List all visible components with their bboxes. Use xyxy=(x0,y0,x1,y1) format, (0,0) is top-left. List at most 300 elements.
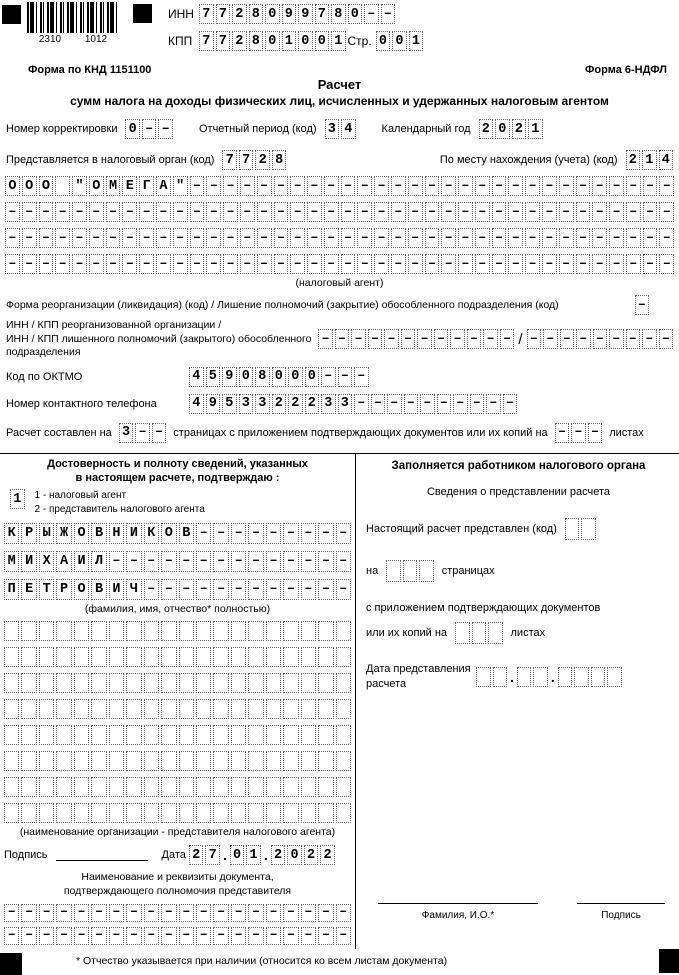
form-cell xyxy=(318,777,333,797)
copies-cells xyxy=(555,423,603,443)
form-cell xyxy=(266,699,281,719)
form-cell: – xyxy=(659,202,674,222)
form-cell xyxy=(213,777,228,797)
agent-name-row-1 xyxy=(0,176,679,196)
form-cell xyxy=(4,803,19,823)
form-cell xyxy=(74,621,89,641)
form-cell xyxy=(336,621,351,641)
form-cell: – xyxy=(450,329,465,349)
form-cell: – xyxy=(231,904,246,922)
form-cell: 3 xyxy=(325,119,340,139)
form-cell xyxy=(336,699,351,719)
phone-row xyxy=(0,394,679,414)
form-cell: О xyxy=(74,579,89,600)
form-cell: 2 xyxy=(232,4,247,24)
form-subtitle: сумм налога на доходы физических лиц, исчисленных и удержанных налоговым агентом xyxy=(70,94,609,108)
form-cell: М xyxy=(4,551,19,572)
pages-cells xyxy=(119,423,167,443)
location-code-cells xyxy=(626,150,674,170)
org-name-row xyxy=(4,725,351,745)
form-cell xyxy=(179,699,194,719)
form-cell: – xyxy=(301,579,316,600)
form-cell: – xyxy=(492,202,507,222)
form-cell: – xyxy=(324,176,339,196)
form-cell xyxy=(283,803,298,823)
form-cell: 0 xyxy=(315,31,330,51)
form-cell: – xyxy=(161,927,176,945)
form-cell xyxy=(91,725,106,745)
form-cell: 0 xyxy=(265,4,280,24)
form-cell xyxy=(126,725,141,745)
form-cell: – xyxy=(475,228,490,248)
signature-date-row xyxy=(4,845,351,865)
form-cell: – xyxy=(417,329,432,349)
sheets-count-label: листах xyxy=(510,626,546,639)
form-cell xyxy=(179,803,194,823)
form-cell: – xyxy=(354,367,369,387)
form-cell: 5 xyxy=(222,394,237,414)
form-cell xyxy=(336,673,351,693)
form-cell xyxy=(301,673,316,693)
form-cell: – xyxy=(318,579,333,600)
registration-mark-barcode-right xyxy=(133,4,152,23)
form-cell: – xyxy=(307,254,322,274)
form-cell: – xyxy=(39,254,54,274)
registration-mark-bottom-right xyxy=(659,949,679,973)
submission-date-month-cells xyxy=(517,667,548,687)
copies-label: или их копий на xyxy=(366,626,448,639)
form-cell xyxy=(301,647,316,667)
reorg-code-cell xyxy=(635,295,650,315)
form-cell: – xyxy=(126,904,141,922)
form-cell: – xyxy=(240,254,255,274)
form-cell xyxy=(179,751,194,771)
kpp-row xyxy=(168,31,423,51)
form-cell xyxy=(109,647,124,667)
inn-cells xyxy=(199,4,395,24)
form-cell xyxy=(318,751,333,771)
form-cell xyxy=(318,647,333,667)
form-cell xyxy=(126,673,141,693)
form-cell xyxy=(4,647,19,667)
form-cell: – xyxy=(336,904,351,922)
form-cell xyxy=(144,673,159,693)
form-cell: – xyxy=(374,202,389,222)
form-cell: – xyxy=(560,329,575,349)
form-cell: – xyxy=(91,927,106,945)
period-label: Отчетный период (код) xyxy=(198,123,317,135)
form-cell: Ч xyxy=(126,579,141,600)
date-day-cells xyxy=(189,845,220,865)
form-cell xyxy=(266,621,281,641)
form-cell: – xyxy=(437,394,452,414)
form-cell xyxy=(179,621,194,641)
form-cell: – xyxy=(576,202,591,222)
pages-row xyxy=(0,423,679,443)
form-cell: – xyxy=(341,202,356,222)
form-cell xyxy=(91,777,106,797)
form-cell: – xyxy=(391,228,406,248)
form-cell xyxy=(161,621,176,641)
submission-date-label: Дата представления расчета xyxy=(366,662,471,690)
form-cell: – xyxy=(179,551,194,572)
submission-date-day-cells xyxy=(476,667,507,687)
form-cell xyxy=(196,673,211,693)
form-cell: – xyxy=(354,394,369,414)
form-cell: – xyxy=(543,329,558,349)
form-cell: – xyxy=(72,228,87,248)
form-cell: – xyxy=(357,228,372,248)
form-cell: – xyxy=(609,329,624,349)
knd-code-label: Форма по КНД 1151100 xyxy=(28,64,152,76)
form-cell: – xyxy=(173,202,188,222)
form-cell: Р xyxy=(56,579,71,600)
form-cell xyxy=(558,667,573,687)
form-cell xyxy=(56,725,71,745)
form-cell: – xyxy=(404,394,419,414)
form-cell: 1 xyxy=(282,31,297,51)
form-cell: – xyxy=(559,176,574,196)
form-cell: В xyxy=(91,579,106,600)
form-cell: – xyxy=(659,329,674,349)
form-cell: – xyxy=(257,176,272,196)
form-cell: – xyxy=(341,254,356,274)
oktmo-label: Код по ОКТМО xyxy=(6,370,83,383)
year-label: Календарный год xyxy=(381,123,471,135)
form-cell: – xyxy=(592,228,607,248)
reorg-inn-cells xyxy=(318,329,514,349)
form-cell: – xyxy=(156,202,171,222)
form-cell: 2 xyxy=(479,119,494,139)
form-cell xyxy=(91,647,106,667)
form-cell: – xyxy=(659,254,674,274)
attach-label-row xyxy=(366,602,671,614)
form-cell xyxy=(91,621,106,641)
officer-name-line xyxy=(378,903,538,904)
form-cell: – xyxy=(206,228,221,248)
form-cell xyxy=(126,647,141,667)
form-cell: – xyxy=(441,202,456,222)
submission-date-year-cells xyxy=(558,667,622,687)
form-cell: – xyxy=(626,202,641,222)
form-cell: – xyxy=(525,228,540,248)
form-title-row xyxy=(0,58,679,76)
form-cell xyxy=(213,725,228,745)
left-panel-confirmation xyxy=(0,454,356,949)
form-cell xyxy=(109,751,124,771)
form-cell: – xyxy=(223,228,238,248)
form-cell: – xyxy=(144,579,159,600)
form-cell xyxy=(301,725,316,745)
form-cell: 7 xyxy=(239,150,254,170)
form-cell xyxy=(266,803,281,823)
form-cell: – xyxy=(542,228,557,248)
form-cell: – xyxy=(475,254,490,274)
form-cell: – xyxy=(190,176,205,196)
form-cell: – xyxy=(21,927,36,945)
form-cell: – xyxy=(72,202,87,222)
form-cell: – xyxy=(56,904,71,922)
form-cell: – xyxy=(122,202,137,222)
meta-row-2 xyxy=(0,150,679,170)
form-cell: 0 xyxy=(265,31,280,51)
form-cell: – xyxy=(381,4,396,24)
form-cell xyxy=(574,667,589,687)
form-cell: И xyxy=(74,551,89,572)
form-cell: – xyxy=(266,523,281,544)
form-cell: 8 xyxy=(331,4,346,24)
form-cell: 8 xyxy=(255,367,270,387)
form-cell: 7 xyxy=(199,4,214,24)
form-cell xyxy=(21,751,36,771)
form-cell: – xyxy=(559,202,574,222)
form-cell: – xyxy=(223,176,238,196)
form-cell xyxy=(126,777,141,797)
form-cell: – xyxy=(196,523,211,544)
form-cell: 1 xyxy=(246,845,261,865)
form-cell: – xyxy=(257,254,272,274)
form-cell: 4 xyxy=(659,150,674,170)
form-cell xyxy=(301,621,316,641)
form-cell: – xyxy=(283,579,298,600)
officer-name-column xyxy=(378,903,538,921)
form-cell: О xyxy=(161,523,176,544)
form-cell xyxy=(231,725,246,745)
form-cell xyxy=(196,751,211,771)
form-cell: – xyxy=(74,927,89,945)
form-cell xyxy=(161,803,176,823)
form-cell xyxy=(213,803,228,823)
form-cell xyxy=(283,673,298,693)
form-cell: 0 xyxy=(288,367,303,387)
org-name-row xyxy=(4,621,351,641)
form-cell xyxy=(39,621,54,641)
form-cell: 0 xyxy=(298,31,313,51)
form-cell: – xyxy=(492,228,507,248)
form-cell xyxy=(56,803,71,823)
form-cell: – xyxy=(368,329,383,349)
form-cell: – xyxy=(659,176,674,196)
form-cell: – xyxy=(106,228,121,248)
page-number-cells xyxy=(376,31,424,51)
form-cell xyxy=(196,777,211,797)
form-cell: 7 xyxy=(216,4,231,24)
form-cell: 2 xyxy=(271,845,286,865)
form-cell: – xyxy=(336,579,351,600)
form-cell: – xyxy=(318,927,333,945)
form-cell: – xyxy=(643,202,658,222)
form-cell: – xyxy=(458,228,473,248)
form-cell xyxy=(56,673,71,693)
pages-label: Расчет составлен на xyxy=(6,426,112,439)
form-cell: 3 xyxy=(321,394,336,414)
form-cell xyxy=(56,777,71,797)
form-cell: О xyxy=(74,523,89,544)
form-cell: – xyxy=(142,119,157,139)
form-cell: – xyxy=(592,202,607,222)
form-cell xyxy=(248,673,263,693)
form-cell: – xyxy=(626,329,641,349)
reorg-label: Форма реорганизации (ликвидация) (код) / Лишение полномочий (закрытие) обособленного подразделения (код) xyxy=(6,299,559,311)
form-cell xyxy=(301,803,316,823)
officer-signature-block xyxy=(366,903,671,921)
form-cell: – xyxy=(571,423,586,443)
form-cell: – xyxy=(91,904,106,922)
form-cell: О xyxy=(5,176,20,196)
form-cell: – xyxy=(223,254,238,274)
form-cell: – xyxy=(307,228,322,248)
form-cell xyxy=(231,803,246,823)
form-cell: – xyxy=(126,551,141,572)
officer-signature-column xyxy=(577,903,665,921)
form-cell: – xyxy=(161,579,176,600)
form-cell xyxy=(144,699,159,719)
form-cell: – xyxy=(387,394,402,414)
form-cell xyxy=(74,725,89,745)
form-cell: – xyxy=(231,551,246,572)
form-cell: – xyxy=(508,254,523,274)
form-cell xyxy=(231,777,246,797)
form-cell: 2 xyxy=(255,150,270,170)
barcode-text xyxy=(27,34,119,45)
form-cell: – xyxy=(223,202,238,222)
form-cell: 2 xyxy=(304,845,319,865)
form-cell xyxy=(179,673,194,693)
form-cell: И xyxy=(21,551,36,572)
form-cell: – xyxy=(161,551,176,572)
form-cell: – xyxy=(508,202,523,222)
form-cell: – xyxy=(135,423,150,443)
form-cell: – xyxy=(483,329,498,349)
form-cell: – xyxy=(592,254,607,274)
registration-mark-top-left xyxy=(2,5,21,24)
form-cell: – xyxy=(626,254,641,274)
form-cell: 2 xyxy=(512,119,527,139)
form-cell xyxy=(455,622,470,644)
form-cell: – xyxy=(231,523,246,544)
form-cell xyxy=(196,725,211,745)
form-cell xyxy=(74,673,89,693)
form-cell: – xyxy=(231,927,246,945)
form-cell: – xyxy=(257,202,272,222)
officer-signature-line xyxy=(577,903,665,904)
org-caption: (наименование организации - представителя налогового агента) xyxy=(19,826,336,839)
form-cell xyxy=(607,667,622,687)
form-cell xyxy=(472,622,487,644)
form-cell xyxy=(56,699,71,719)
form-cell xyxy=(196,699,211,719)
form-code-label: Форма 6-НДФЛ xyxy=(585,64,667,76)
form-cell: " xyxy=(173,176,188,196)
form-cell xyxy=(213,673,228,693)
form-cell: – xyxy=(542,176,557,196)
form-cell xyxy=(21,673,36,693)
form-cell: – xyxy=(213,579,228,600)
form-cell: – xyxy=(384,329,399,349)
submitted-code-cells xyxy=(565,518,596,540)
form-cell: " xyxy=(72,176,87,196)
form-cell: – xyxy=(371,394,386,414)
form-cell: – xyxy=(341,176,356,196)
form-cell xyxy=(336,647,351,667)
form-cell: – xyxy=(642,329,657,349)
form-cell: – xyxy=(307,176,322,196)
form-cell: – xyxy=(4,927,19,945)
form-cell: 3 xyxy=(239,394,254,414)
form-cell: – xyxy=(5,202,20,222)
form-cell: – xyxy=(196,579,211,600)
form-cell: – xyxy=(257,228,272,248)
form-cell: И xyxy=(126,523,141,544)
reorg-innkpp-row xyxy=(0,319,679,360)
form-cell xyxy=(91,673,106,693)
form-cell: – xyxy=(158,119,173,139)
form-cell xyxy=(266,777,281,797)
form-cell: – xyxy=(152,423,167,443)
form-cell xyxy=(266,673,281,693)
form-cell xyxy=(476,667,491,687)
form-cell: – xyxy=(609,176,624,196)
form-cell: – xyxy=(525,254,540,274)
form-cell xyxy=(144,777,159,797)
form-cell: – xyxy=(626,176,641,196)
officer-name-caption: Фамилия, И.О.* xyxy=(421,909,495,921)
pages-middle-label: страницах с приложением подтверждающих документов или их копий на xyxy=(173,426,548,439)
form-cell xyxy=(109,803,124,823)
form-cell xyxy=(581,518,596,540)
form-cell: – xyxy=(441,254,456,274)
doc-title: Наименование и реквизиты документа, подтверждающего полномочия представителя xyxy=(63,871,292,898)
form-cell: – xyxy=(609,228,624,248)
form-cell xyxy=(4,699,19,719)
form-cell: – xyxy=(408,228,423,248)
form-cell xyxy=(266,751,281,771)
form-cell: – xyxy=(357,176,372,196)
phone-label: Номер контактного телефона xyxy=(6,397,157,410)
submission-date-row xyxy=(366,662,671,692)
form-cell xyxy=(21,647,36,667)
form-cell: – xyxy=(139,202,154,222)
form-cell: – xyxy=(109,904,124,922)
form-cell: А xyxy=(156,176,171,196)
form-cell xyxy=(91,699,106,719)
form-cell: 7 xyxy=(315,4,330,24)
signature-line xyxy=(56,849,148,861)
form-cell: 0 xyxy=(305,367,320,387)
form-cell: – xyxy=(231,579,246,600)
agent-name-row-3 xyxy=(0,228,679,248)
kpp-cells xyxy=(199,31,346,51)
form-cell: 0 xyxy=(392,31,407,51)
form-cell: 1 xyxy=(331,31,346,51)
form-cell: 7 xyxy=(216,31,231,51)
form-cell: К xyxy=(4,523,19,544)
form-cell: – xyxy=(458,176,473,196)
form-cell: – xyxy=(206,176,221,196)
form-cell: 8 xyxy=(249,31,264,51)
form-cell: – xyxy=(283,904,298,922)
barcode-bars xyxy=(27,2,119,33)
form-cell: – xyxy=(335,329,350,349)
form-cell xyxy=(533,667,548,687)
form-cell: – xyxy=(609,202,624,222)
form-cell xyxy=(74,647,89,667)
form-cell: 3 xyxy=(119,423,134,443)
tax-authority-cells xyxy=(222,150,286,170)
form-cell: – xyxy=(39,904,54,922)
form-cell: – xyxy=(89,254,104,274)
submitted-label: Настоящий расчет представлен (код) xyxy=(366,522,557,535)
